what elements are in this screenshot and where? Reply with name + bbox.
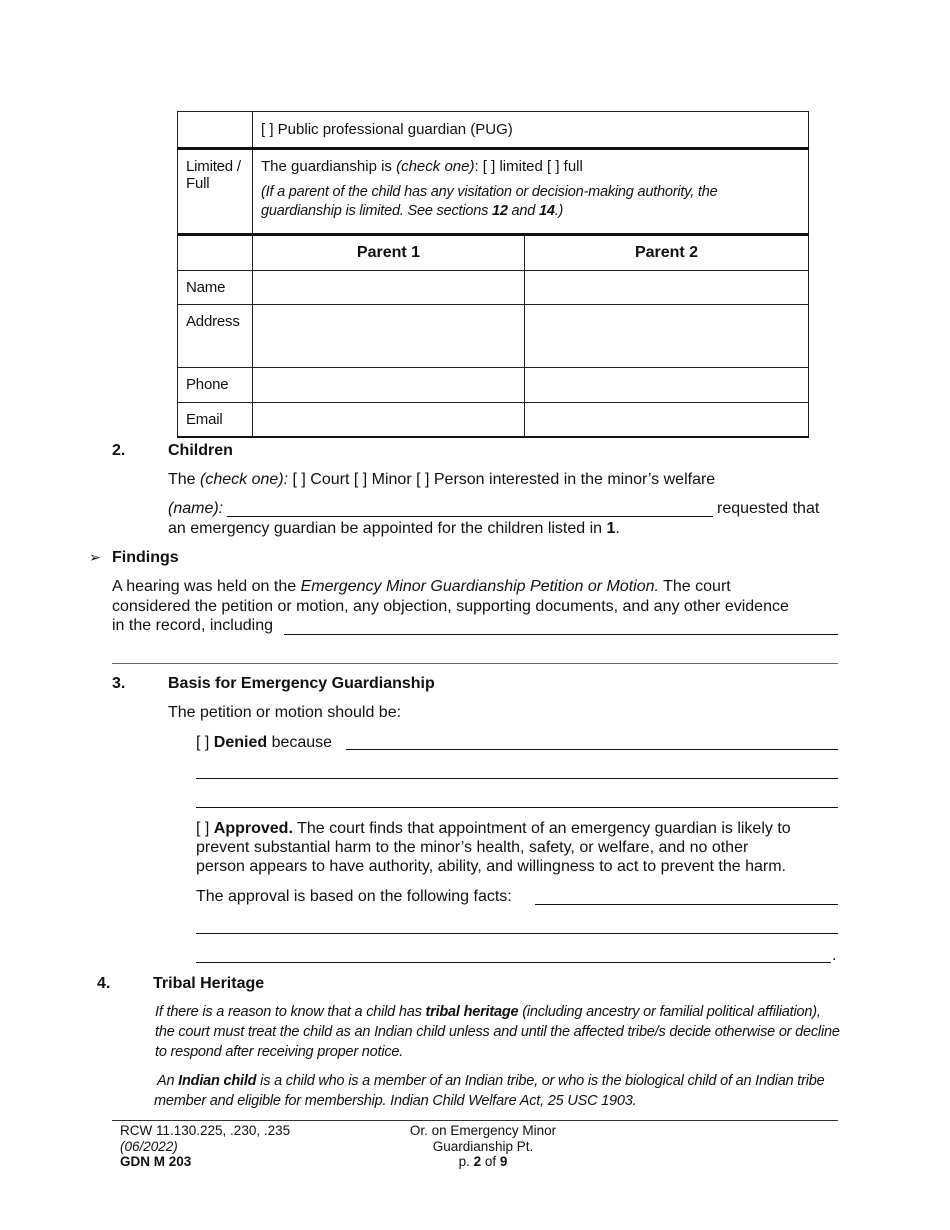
note-ref-12: 12: [491, 203, 508, 219]
denied-because: because: [267, 734, 333, 751]
s2-name-field[interactable]: [227, 516, 713, 517]
header-parent1: Parent 1: [253, 235, 525, 271]
denied-checkbox[interactable]: [ ]: [196, 734, 214, 751]
footer-page-num: 2: [473, 1154, 482, 1169]
facts-field-3[interactable]: [196, 962, 831, 963]
s2-options[interactable]: [ ] Court [ ] Minor [ ] Person interested in the minor’s welfare: [288, 471, 716, 488]
tribal-p1-a: If there is a reason to know that a child has: [155, 1004, 426, 1020]
approved-checkbox[interactable]: [ ]: [196, 820, 214, 837]
footer-rule: [112, 1120, 838, 1121]
row-phone-label: Phone: [178, 368, 253, 403]
s2-the: The: [168, 471, 201, 488]
approved-line1: The court finds that appointment of an emergency guardian is likely to: [292, 820, 791, 837]
parent2-name-field[interactable]: [525, 271, 809, 305]
denied-reason-field-2[interactable]: [196, 778, 838, 779]
section3-number: 3.: [112, 675, 126, 692]
section2-title: Children: [168, 442, 233, 459]
row-address-label: Address: [178, 305, 253, 368]
tribal-p1-line1: [155, 1002, 855, 1022]
limited-options[interactable]: : [ ] limited [ ] full: [474, 158, 583, 175]
footer-form: GDN M 203: [120, 1154, 192, 1169]
note-end: .): [554, 203, 564, 219]
tribal-p2-c: is a child who is a member of an Indian tribe, or who is the biological child of an Indian tribe: [256, 1073, 825, 1089]
tribal-para-2: [154, 1071, 857, 1111]
parent1-phone-field[interactable]: [253, 368, 525, 403]
denied-option[interactable]: [196, 733, 332, 753]
s2-name-label: (name):: [168, 500, 224, 517]
s2-line3: [168, 519, 620, 539]
facts-field-1[interactable]: [535, 904, 838, 905]
footer-page: [383, 1154, 583, 1170]
header-parent2: Parent 2: [525, 235, 809, 271]
s2-check-one: (check one):: [200, 471, 289, 488]
approved-word: Approved.: [213, 820, 293, 837]
denied-word: Denied: [213, 734, 268, 751]
parent1-address-field[interactable]: [253, 305, 525, 368]
pug-row[interactable]: [253, 112, 809, 149]
tribal-heritage-term: tribal heritage: [425, 1004, 519, 1020]
tribal-p2-line1: [157, 1071, 857, 1091]
approval-facts-label: The approval is based on the following facts:: [196, 888, 512, 905]
limited-full-line[interactable]: [261, 158, 800, 175]
findings-p1-b: The court: [658, 578, 731, 595]
s2-line3-text: an emergency guardian be appointed for the children listed in: [168, 520, 607, 537]
s2-line3-end: .: [615, 520, 620, 537]
tribal-p1-c: (including ancestry or familial political affiliation),: [518, 1004, 821, 1020]
parent1-email-field[interactable]: [253, 403, 525, 437]
tribal-p2-line2: member and eligible for membership. Indian Child Welfare Act, 25 USC 1903.: [154, 1093, 637, 1109]
facts-period: .: [832, 947, 837, 964]
section2-check-line[interactable]: [168, 470, 715, 490]
footer-page-of: of: [481, 1154, 500, 1169]
footer-title1: Or. on Emergency Minor: [409, 1123, 557, 1138]
parent1-name-field[interactable]: [253, 271, 525, 305]
limited-check-one: (check one): [396, 158, 475, 175]
row-email-label: Email: [178, 403, 253, 437]
findings-p1-a: A hearing was held on the: [112, 578, 301, 595]
section3-title: Basis for Emergency Guardianship: [168, 675, 435, 692]
note-text: (If a parent of the child has any visitation or decision-making authority, the guardianship is limited. See sections: [261, 184, 718, 219]
denied-reason-field-3[interactable]: [196, 807, 838, 808]
footer-date: (06/2022): [120, 1138, 178, 1154]
tribal-p1-line3: to respond after receiving proper notice.: [155, 1044, 404, 1060]
parent2-email-field[interactable]: [525, 403, 809, 437]
tribal-p1-line2: the court must treat the child as an Indian child unless and until the affected tribe/s decide otherwise or decline: [155, 1024, 840, 1040]
pug-label-cell: [178, 112, 253, 149]
approved-line3: person appears to have authority, ability, and willingness to act to prevent the harm.: [196, 858, 786, 875]
findings-p2: considered the petition or motion, any objection, supporting documents, and any other evidence: [112, 598, 789, 615]
limited-full-label: Limited / Full: [178, 149, 253, 235]
note-and: and: [507, 203, 539, 219]
pug-checkbox-text[interactable]: [ ] Public professional guardian (PUG): [261, 121, 513, 138]
limited-note: [261, 183, 800, 221]
section4-title: Tribal Heritage: [153, 975, 265, 992]
approved-line2: prevent substantial harm to the minor’s health, safety, or welfare, and no other: [196, 839, 749, 856]
tribal-para-1: [155, 1002, 855, 1062]
header-blank: [178, 235, 253, 271]
tribal-p2-a: An: [157, 1073, 179, 1089]
footer-left: [120, 1123, 290, 1170]
s2-requested: requested that: [717, 500, 820, 517]
findings-p1-italic: Emergency Minor Guardianship Petition or Motion.: [300, 578, 659, 595]
note-ref-14: 14: [538, 203, 555, 219]
footer-title2: Guardianship Pt.: [432, 1138, 534, 1154]
footer-page-p: p.: [458, 1154, 474, 1169]
approved-option[interactable]: [196, 819, 791, 839]
limited-prefix: The guardianship is: [261, 158, 397, 175]
guardianship-table: [177, 111, 809, 438]
parent2-phone-field[interactable]: [525, 368, 809, 403]
footer-page-total: 9: [499, 1154, 508, 1169]
findings-p1: [112, 577, 731, 597]
findings-evidence-field[interactable]: [284, 634, 838, 635]
section2-number: 2.: [112, 442, 126, 459]
footer-center: [383, 1123, 583, 1170]
parent2-address-field[interactable]: [525, 305, 809, 368]
row-name-label: Name: [178, 271, 253, 305]
footer-rcw: RCW 11.130.225, .230, .235: [120, 1123, 291, 1138]
findings-divider: [112, 663, 838, 664]
section4-number: 4.: [97, 975, 111, 992]
indian-child-term: Indian child: [178, 1073, 257, 1089]
s2-line3-ref: 1: [606, 520, 616, 537]
findings-arrow-icon: ➢: [89, 549, 101, 565]
denied-reason-field-1[interactable]: [346, 749, 838, 750]
limited-full-cell: [253, 149, 809, 235]
findings-p3: in the record, including: [112, 617, 273, 634]
findings-title: Findings: [112, 549, 179, 566]
facts-field-2[interactable]: [196, 933, 838, 934]
section3-intro: The petition or motion should be:: [168, 704, 402, 721]
